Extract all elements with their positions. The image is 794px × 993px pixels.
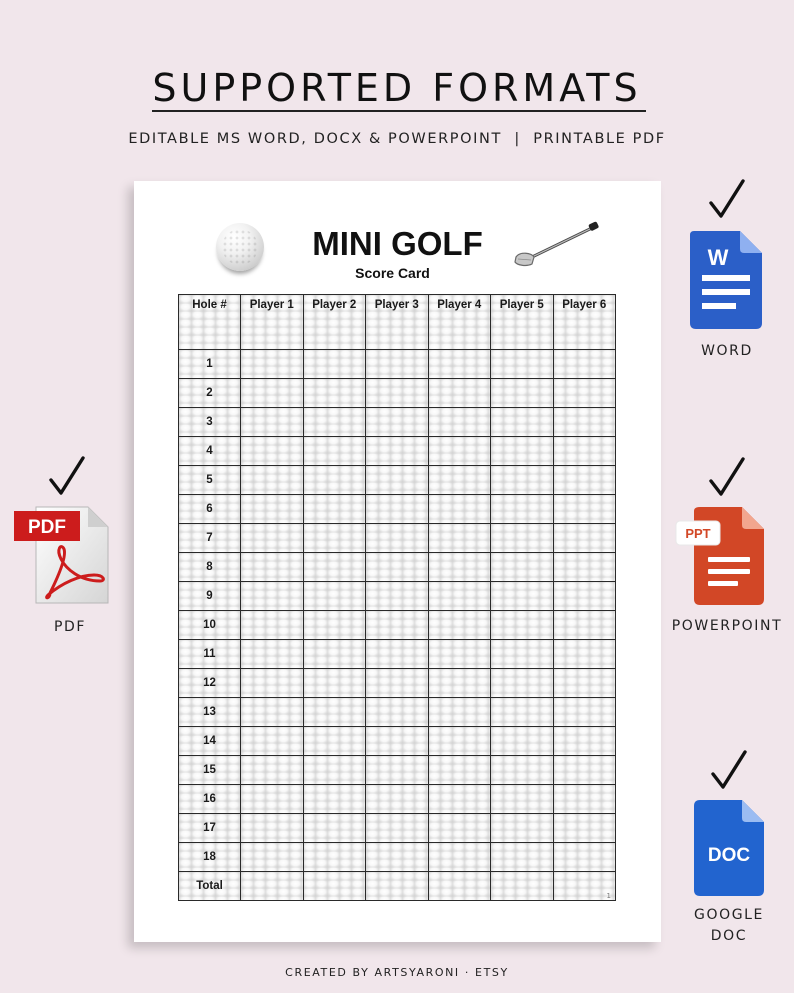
score-cell [491, 466, 554, 495]
score-table [178, 294, 616, 901]
svg-text:W: W [707, 245, 729, 270]
score-cell [491, 495, 554, 524]
score-cell [428, 582, 491, 611]
hole-number-cell: 3 [179, 408, 241, 437]
score-cell [241, 756, 304, 785]
table-row [179, 843, 616, 872]
score-cell [428, 466, 491, 495]
score-cell [303, 727, 366, 756]
score-cell [366, 872, 429, 901]
table-row [179, 669, 616, 698]
score-cell [428, 843, 491, 872]
score-cell [241, 872, 304, 901]
score-cell [553, 524, 616, 553]
score-cell [366, 698, 429, 727]
pdf-file-icon [14, 505, 110, 605]
score-cell [366, 611, 429, 640]
score-cell [428, 524, 491, 553]
hole-number-cell: 17 [179, 814, 241, 843]
score-cell [241, 466, 304, 495]
score-cell [303, 524, 366, 553]
score-cell [366, 524, 429, 553]
scorecard-subtitle: Score Card [355, 265, 430, 281]
score-cell [428, 495, 491, 524]
score-cell [303, 495, 366, 524]
score-cell [553, 640, 616, 669]
score-cell [303, 669, 366, 698]
column-header-player: Player 5 [491, 295, 554, 350]
table-row [179, 727, 616, 756]
score-cell [553, 669, 616, 698]
scorecard-document [134, 181, 661, 942]
score-cell [491, 524, 554, 553]
score-cell [553, 611, 616, 640]
score-cell [241, 785, 304, 814]
score-cell [241, 408, 304, 437]
score-cell [491, 582, 554, 611]
score-cell [553, 379, 616, 408]
score-cell [366, 553, 429, 582]
pdf-label: PDF [53, 619, 87, 635]
score-cell [366, 727, 429, 756]
hole-number-cell: 2 [179, 379, 241, 408]
score-cell [553, 437, 616, 466]
score-cell [428, 640, 491, 669]
score-cell [428, 669, 491, 698]
table-header-row [179, 295, 616, 350]
score-cell [241, 843, 304, 872]
hole-number-cell: 10 [179, 611, 241, 640]
score-cell [303, 350, 366, 379]
hole-number-cell: 7 [179, 524, 241, 553]
table-row [179, 437, 616, 466]
score-cell [366, 582, 429, 611]
column-header-player: Player 2 [303, 295, 366, 350]
score-cell [303, 437, 366, 466]
score-cell [491, 727, 554, 756]
table-row [179, 466, 616, 495]
google-doc-check-icon [710, 749, 748, 791]
score-cell [303, 640, 366, 669]
score-cell [366, 379, 429, 408]
score-cell [241, 698, 304, 727]
score-cell [241, 524, 304, 553]
score-cell [366, 669, 429, 698]
google-doc-file-icon [694, 800, 764, 896]
score-cell [553, 553, 616, 582]
score-cell [428, 408, 491, 437]
google-doc-label-line2: DOC [710, 928, 748, 944]
powerpoint-check-icon [708, 456, 746, 498]
hole-number-cell: 9 [179, 582, 241, 611]
score-cell [303, 611, 366, 640]
score-cell [366, 785, 429, 814]
column-header-player: Player 3 [366, 295, 429, 350]
svg-text:PDF: PDF [28, 517, 66, 538]
word-file-icon [690, 231, 762, 329]
table-row [179, 640, 616, 669]
score-cell [366, 814, 429, 843]
page-number: 1 [606, 892, 611, 900]
score-cell [241, 814, 304, 843]
hole-number-cell: 4 [179, 437, 241, 466]
score-cell [303, 553, 366, 582]
score-cell [303, 843, 366, 872]
table-row [179, 408, 616, 437]
score-cell [491, 814, 554, 843]
score-cell [491, 350, 554, 379]
score-cell [366, 640, 429, 669]
column-header-player: Player 4 [428, 295, 491, 350]
hole-number-cell: 11 [179, 640, 241, 669]
score-cell [491, 669, 554, 698]
score-cell [366, 437, 429, 466]
score-cell [553, 785, 616, 814]
score-cell [553, 727, 616, 756]
table-row [179, 872, 616, 901]
hole-number-cell: 15 [179, 756, 241, 785]
score-cell [553, 843, 616, 872]
score-cell [303, 379, 366, 408]
score-cell [553, 814, 616, 843]
score-cell [241, 350, 304, 379]
score-cell [491, 437, 554, 466]
table-row [179, 350, 616, 379]
score-cell [303, 582, 366, 611]
score-cell [241, 582, 304, 611]
title-underline [152, 110, 646, 112]
score-cell [491, 379, 554, 408]
column-header-player: Player 1 [241, 295, 304, 350]
pdf-check-icon [48, 455, 86, 497]
score-cell [241, 727, 304, 756]
score-cell [428, 872, 491, 901]
table-row [179, 379, 616, 408]
table-row [179, 582, 616, 611]
score-cell [491, 843, 554, 872]
score-cell [241, 437, 304, 466]
table-row [179, 814, 616, 843]
score-cell [366, 843, 429, 872]
score-cell [491, 785, 554, 814]
table-row [179, 524, 616, 553]
page-title: SUPPORTED FORMATS [152, 66, 642, 110]
score-cell [553, 466, 616, 495]
score-cell [366, 350, 429, 379]
table-row [179, 756, 616, 785]
score-cell [428, 611, 491, 640]
powerpoint-label: POWERPOINT [671, 618, 783, 634]
hole-number-cell: 16 [179, 785, 241, 814]
hole-number-cell: 18 [179, 843, 241, 872]
powerpoint-file-icon [674, 507, 764, 605]
score-cell [553, 350, 616, 379]
score-cell [303, 872, 366, 901]
scorecard-title: MINI GOLF [312, 225, 483, 262]
score-cell [428, 553, 491, 582]
score-cell [241, 611, 304, 640]
hole-number-cell: Total [179, 872, 241, 901]
score-cell [553, 756, 616, 785]
score-cell [553, 698, 616, 727]
score-cell [241, 640, 304, 669]
formats-subtitle: EDITABLE MS WORD, DOCX & POWERPOINT | PRINTABLE PDF [128, 131, 666, 147]
score-cell [491, 872, 554, 901]
table-row [179, 611, 616, 640]
score-cell [553, 582, 616, 611]
table-row [179, 495, 616, 524]
word-label: WORD [701, 343, 753, 359]
score-cell [303, 466, 366, 495]
score-cell [428, 785, 491, 814]
google-doc-label-line1: GOOGLE [694, 907, 764, 923]
table-row [179, 698, 616, 727]
hole-number-cell: 13 [179, 698, 241, 727]
score-cell [241, 379, 304, 408]
score-cell [491, 698, 554, 727]
score-cell [241, 553, 304, 582]
column-header-player: Player 6 [553, 295, 616, 350]
hole-number-cell: 1 [179, 350, 241, 379]
score-cell [428, 379, 491, 408]
svg-text:PPT: PPT [685, 526, 711, 541]
score-cell [303, 785, 366, 814]
score-cell [428, 698, 491, 727]
score-cell [366, 495, 429, 524]
score-cell [491, 756, 554, 785]
score-cell [491, 553, 554, 582]
hole-number-cell: 14 [179, 727, 241, 756]
score-cell [428, 814, 491, 843]
score-cell [428, 727, 491, 756]
word-check-icon [708, 178, 746, 220]
table-row [179, 553, 616, 582]
score-cell [303, 698, 366, 727]
footer-credit: CREATED BY ARTSYARONI · ETSY [285, 966, 509, 979]
score-cell [553, 495, 616, 524]
svg-text:DOC: DOC [707, 845, 751, 866]
hole-number-cell: 6 [179, 495, 241, 524]
score-cell [366, 408, 429, 437]
score-cell [491, 611, 554, 640]
hole-number-cell: 5 [179, 466, 241, 495]
score-cell [366, 466, 429, 495]
score-cell [553, 408, 616, 437]
score-cell [491, 408, 554, 437]
score-cell [428, 350, 491, 379]
score-cell [428, 437, 491, 466]
score-cell [241, 669, 304, 698]
score-cell [366, 756, 429, 785]
score-cell [491, 640, 554, 669]
score-cell [303, 408, 366, 437]
score-cell [303, 814, 366, 843]
column-header-hole: Hole # [179, 295, 241, 350]
hole-number-cell: 8 [179, 553, 241, 582]
score-cell [428, 756, 491, 785]
hole-number-cell: 12 [179, 669, 241, 698]
table-row [179, 785, 616, 814]
score-cell [303, 756, 366, 785]
score-cell [241, 495, 304, 524]
